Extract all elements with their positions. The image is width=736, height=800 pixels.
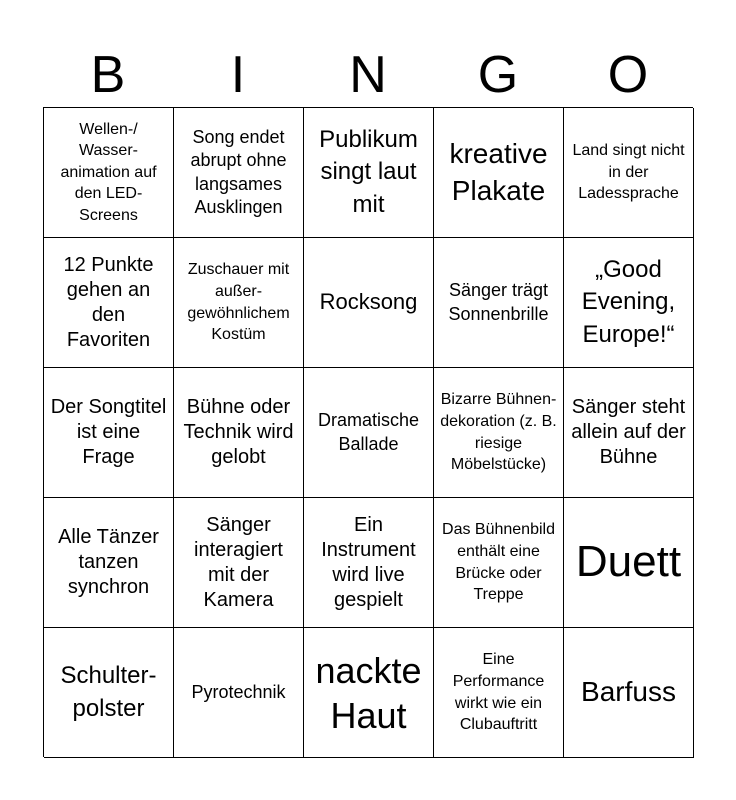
cell-text: Bühne oder Technik wird gelobt (183, 396, 294, 468)
cell-text: Dramatische Ballade (317, 410, 420, 454)
cell-text: Ein Instrument wird live gespielt (321, 513, 416, 611)
header-letter-n: N (349, 46, 387, 104)
bingo-cell-r3c1[interactable] (44, 368, 174, 498)
bingo-cell-r4c5[interactable] (564, 498, 694, 628)
bingo-cell-r5c2[interactable] (174, 628, 304, 758)
cell-text: „Good Evening, Europe!“ (581, 255, 676, 348)
bingo-cell-r5c1[interactable] (44, 628, 174, 758)
cell-text: Rocksong (319, 289, 418, 315)
bingo-cell-r5c4[interactable] (434, 628, 564, 758)
cell-text: Pyrotechnik (191, 681, 286, 702)
cell-text: Bizarre Bühnen-dekoration (z. B. riesige Möbelstücke) (440, 391, 557, 474)
bingo-header (43, 44, 693, 106)
header-letter-o: O (607, 46, 649, 104)
bingo-cell-r4c3[interactable] (304, 498, 434, 628)
header-letter-g: G (477, 46, 519, 104)
bingo-cell-r1c1[interactable] (44, 108, 174, 238)
bingo-cell-r1c5[interactable] (564, 108, 694, 238)
cell-text: Alle Tänzer tanzen synchron (58, 526, 159, 598)
header-letter-b: B (90, 46, 126, 104)
bingo-cell-r2c3[interactable] (304, 238, 434, 368)
cell-text: nackte Haut (315, 649, 422, 736)
cell-text: Schulter-polster (60, 662, 157, 722)
bingo-cell-r3c2[interactable] (174, 368, 304, 498)
cell-text: Sänger interagiert mit der Kamera (194, 513, 283, 611)
cell-text: Der Songtitel ist eine Frage (50, 396, 167, 468)
bingo-card-grid (43, 107, 693, 757)
bingo-cell-r3c4[interactable] (434, 368, 564, 498)
cell-text: Barfuss (581, 676, 676, 708)
bingo-cell-r5c5[interactable] (564, 628, 694, 758)
cell-text: Publikum singt laut mit (319, 125, 418, 218)
cell-text: kreative Plakate (449, 138, 548, 206)
cell-text: Song endet abrupt ohne langsames Ausklingen (190, 127, 287, 217)
bingo-cell-r2c1[interactable] (44, 238, 174, 368)
cell-text: Land singt nicht in der Ladessprache (572, 142, 685, 203)
bingo-cell-r3c3[interactable] (304, 368, 434, 498)
cell-text: Eine Performance wirkt wie ein Clubauftritt (452, 651, 545, 734)
cell-text: Sänger trägt Sonnenbrille (448, 280, 549, 324)
bingo-cell-r1c2[interactable] (174, 108, 304, 238)
cell-text: Zuschauer mit außer-gewöhnlichem Kostüm (187, 261, 290, 344)
bingo-cell-r3c5[interactable] (564, 368, 694, 498)
bingo-cell-r5c3[interactable] (304, 628, 434, 758)
bingo-cell-r4c1[interactable] (44, 498, 174, 628)
cell-text: Wellen-/ Wasser-animation auf den LED-Screens (60, 120, 157, 224)
header-letter-i: I (230, 46, 246, 104)
bingo-cell-r4c4[interactable] (434, 498, 564, 628)
cell-text: Das Bühnenbild enthält eine Brücke oder Treppe (442, 521, 555, 604)
cell-text: Sänger steht allein auf der Bühne (571, 396, 686, 468)
bingo-cell-r1c4[interactable] (434, 108, 564, 238)
bingo-cell-r2c5[interactable] (564, 238, 694, 368)
cell-text: Duett (575, 537, 682, 587)
bingo-cell-r4c2[interactable] (174, 498, 304, 628)
bingo-cell-r2c4[interactable] (434, 238, 564, 368)
cell-text: 12 Punkte gehen an den Favoriten (63, 253, 154, 351)
bingo-cell-r2c2[interactable] (174, 238, 304, 368)
bingo-cell-r1c3[interactable] (304, 108, 434, 238)
